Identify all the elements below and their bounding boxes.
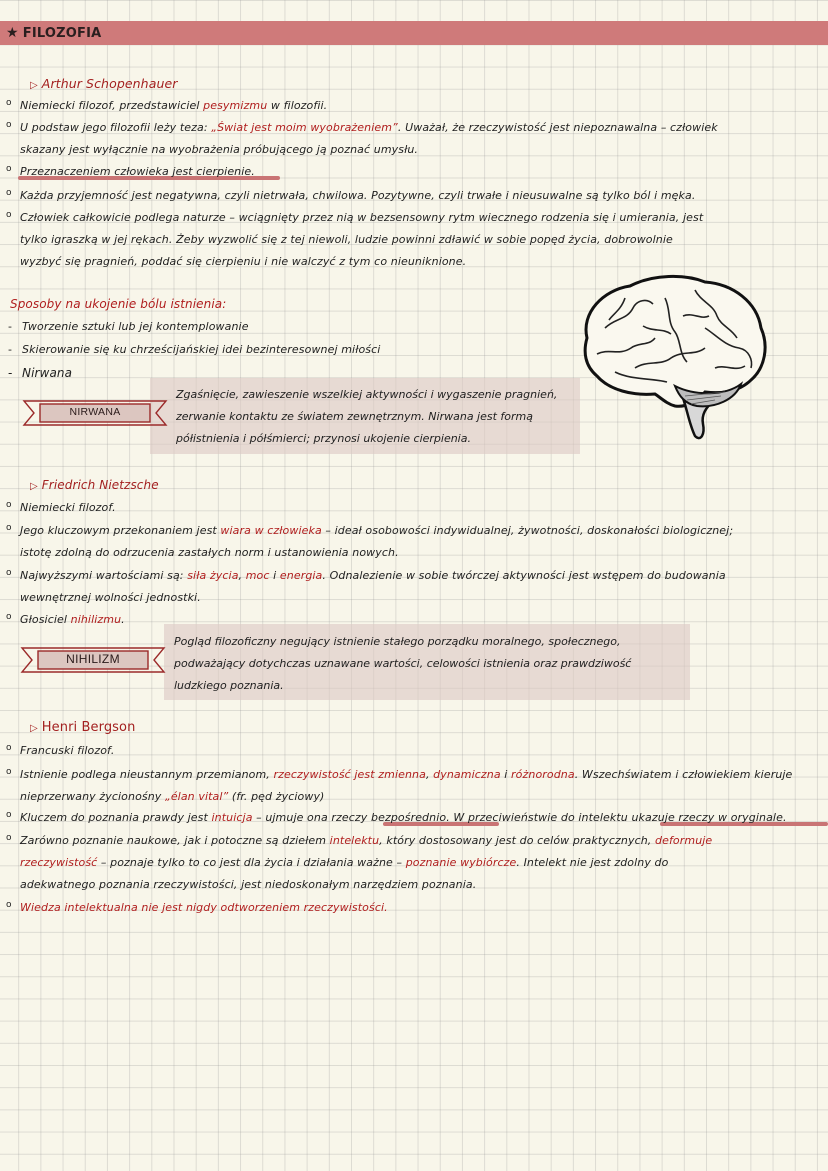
text: Francuski filozof. — [20, 744, 115, 757]
ribbon-nirwana — [22, 398, 168, 428]
heading-text: Friedrich Nietzsche — [41, 478, 159, 492]
text: nieprzerwany życionośny — [20, 790, 166, 803]
bergson-line-4 — [6, 807, 787, 829]
bullet-icon: o — [6, 120, 12, 130]
text: Najwyższymi wartościami są: — [20, 569, 188, 582]
bergson-line-1 — [6, 740, 114, 762]
title-bar — [0, 21, 828, 45]
definition-nirwana-2: zerwanie kontaktu ze światem zewnętrznym. Nirwana jest formą — [176, 410, 534, 423]
bullet-icon: o — [6, 767, 12, 777]
section-heading-schopenhauer — [30, 73, 178, 97]
text: Niemiecki filozof, przedstawiciel — [20, 99, 204, 112]
dash-icon: - — [8, 366, 13, 380]
page-title — [6, 25, 101, 41]
bullet-icon: o — [6, 743, 12, 753]
bergson-line-8 — [6, 897, 388, 919]
schopenhauer-line-6 — [6, 207, 703, 229]
text: Nirwana — [22, 366, 73, 380]
text: . Odnalezienie w sobie twórczej aktywności jest wstępem do budowania — [322, 569, 726, 582]
bullet-icon: o — [6, 612, 12, 622]
nietzsche-line-2 — [6, 520, 733, 542]
section-heading-bergson — [30, 717, 135, 740]
nietzsche-line-1 — [6, 497, 116, 519]
text: Głosiciel — [20, 613, 71, 626]
bullet-icon: o — [6, 833, 12, 843]
text: wewnętrznej wolności jednostki. — [20, 591, 201, 604]
highlight-text: deformuje — [655, 834, 713, 847]
text: . — [121, 613, 125, 626]
term-label: NIRWANA — [69, 406, 121, 418]
definition-nirwana-1: Zgaśnięcie, zawieszenie wszelkiej aktywności i wygaszenie pragnień, — [176, 388, 558, 401]
bullet-icon: o — [6, 164, 12, 174]
highlight-text: Wiedza intelektualna nie jest nigdy odtworzeniem rzeczywistości. — [20, 901, 388, 914]
triangle-icon: ▷ — [30, 481, 38, 492]
bullet-icon: o — [6, 523, 12, 533]
ribbon-nihilizm — [20, 645, 166, 675]
definition-nihilizm-1: Pogląd filozoficzny negujący istnienie stałego porządku moralnego, społecznego, — [174, 635, 621, 648]
text: U podstaw jego filozofii leży teza: — [20, 121, 212, 134]
text: Przeznaczeniem człowieka jest cierpienie. — [20, 165, 255, 178]
highlight-text: moc — [245, 569, 270, 582]
dash-icon: - — [8, 343, 13, 356]
triangle-icon: ▷ — [30, 723, 38, 734]
bullet-icon: o — [6, 188, 12, 198]
ways-item-2 — [8, 339, 380, 361]
definition-nihilizm-3: ludzkiego poznania. — [174, 679, 284, 692]
text: Jego kluczowym przekonaniem jest — [20, 524, 221, 537]
text: i — [269, 569, 280, 582]
bullet-icon: o — [6, 500, 12, 510]
schopenhauer-line-8 — [20, 251, 466, 273]
schopenhauer-line-3 — [20, 139, 418, 161]
highlight-text: energia — [279, 569, 323, 582]
highlight-text: poznanie wybiórcze — [405, 856, 517, 869]
text: . Uważał, że rzeczywistość jest niepoznawalna – człowiek — [397, 121, 718, 134]
text: w filozofii. — [267, 99, 328, 112]
ways-item-1 — [8, 316, 249, 338]
text: Niemiecki filozof. — [20, 501, 116, 514]
nietzsche-line-5 — [20, 587, 201, 609]
underlined-text: ukazuje rzeczy w oryginale. — [631, 811, 787, 824]
highlight-text: „Świat jest moim wyobrażeniem” — [211, 121, 398, 134]
text: i — [500, 768, 512, 781]
schopenhauer-line-4 — [6, 161, 255, 183]
schopenhauer-line-1 — [6, 95, 327, 117]
highlight-text: dynamiczna — [433, 768, 501, 781]
highlight-text: pesymizmu — [203, 99, 268, 112]
text: tylko igraszką w jej rękach. Żeby wyzwolić się z tej niewoli, ludzie powinni zdławić w sobie popęd życia, dobrowolnie — [20, 233, 673, 246]
text: adekwatnego poznania rzeczywistości, jest niedoskonałym narzędziem poznania. — [20, 878, 477, 891]
bullet-icon: o — [6, 210, 12, 220]
text: . W przeciwieństwie do intelektu — [446, 811, 632, 824]
bullet-icon: o — [6, 810, 12, 820]
text: , — [238, 569, 246, 582]
text: , który dostosowany jest do celów praktycznych, — [379, 834, 655, 847]
nietzsche-line-3 — [20, 542, 399, 564]
text: (fr. pęd życiowy) — [228, 790, 325, 803]
brain-icon — [575, 268, 775, 452]
highlight-text: wiara w człowieka — [220, 524, 322, 537]
definition-nirwana-3: półistnienia i półśmierci; przynosi ukojenie cierpienia. — [176, 432, 471, 445]
text: Tworzenie sztuki lub jej kontemplowanie — [22, 320, 249, 333]
text: . Intelekt nie jest zdolny do — [516, 856, 669, 869]
highlight-text: siła życia — [187, 569, 239, 582]
highlight-text: rzeczywistość jest zmienna — [273, 768, 426, 781]
triangle-icon: ▷ — [30, 80, 38, 91]
page-title-text: FILOZOFIA — [22, 26, 102, 41]
highlight-text: różnorodna — [511, 768, 575, 781]
text: Człowiek całkowicie podlega naturze – wciągnięty przez nią w bezsensowny rytm wiecznego rodzenia się i umierania, jest — [20, 211, 704, 224]
bullet-icon: o — [6, 568, 12, 578]
term-label: NIHILIZM — [66, 652, 120, 666]
text: . Wszechświatem i człowiekiem kieruje — [574, 768, 793, 781]
text: Skierowanie się ku chrześcijańskiej idei bezinteresownej miłości — [22, 343, 381, 356]
definition-nihilizm-2: podważający dotychczas uznawane wartości, celowości istnienia oraz prawdziwość — [174, 657, 632, 670]
bullet-icon: o — [6, 98, 12, 108]
bergson-line-7 — [20, 874, 476, 896]
schopenhauer-line-7 — [20, 229, 673, 251]
text: Kluczem do poznania prawdy jest — [20, 811, 212, 824]
highlight-text: intuicja — [211, 811, 253, 824]
bullet-icon: o — [6, 900, 12, 910]
bergson-line-2 — [6, 764, 792, 786]
text: – poznaje tylko to co jest dla życia i działania ważne – — [97, 856, 406, 869]
highlight-text: rzeczywistość — [20, 856, 98, 869]
text: Zarówno poznanie naukowe, jak i potoczne są dziełem — [20, 834, 330, 847]
highlight-text: nihilizmu — [70, 613, 122, 626]
text: Każda przyjemność jest negatywna, czyli nietrwała, chwilowa. Pozytywne, czyli trwałe i nieusuwalne są tylko ból i męka. — [20, 189, 696, 202]
bergson-line-5 — [6, 830, 712, 852]
heading-text: Henri Bergson — [41, 720, 136, 735]
bergson-line-6 — [20, 852, 668, 874]
underlined-text: bezpośrednio — [371, 811, 447, 824]
text: , — [425, 768, 434, 781]
text: istotę zdolną do odrzucenia zastałych norm i ustanowienia nowych. — [20, 546, 399, 559]
bergson-line-3 — [20, 786, 324, 808]
text: – ujmuje ona rzeczy — [252, 811, 371, 824]
text: skazany jest wyłącznie na wyobrażenia próbującego ją poznać umysłu. — [20, 143, 419, 156]
highlight-text: „élan vital” — [165, 790, 229, 803]
ways-item-3 — [8, 362, 72, 384]
nietzsche-line-4 — [6, 565, 726, 587]
star-icon: ★ — [6, 25, 19, 41]
schopenhauer-line-5 — [6, 185, 695, 207]
ways-heading: Sposoby na ukojenie bólu istnienia: — [10, 297, 227, 311]
heading-text: Arthur Schopenhauer — [41, 76, 178, 91]
text: wyzbyć się pragnień, poddać się cierpieniu i nie walczyć z tym co nieuniknione. — [20, 255, 467, 268]
text: – ideał osobowości indywidualnej, żywotności, doskonałości biologicznej; — [321, 524, 734, 537]
text: Istnienie podlega nieustannym przemianom, — [20, 768, 274, 781]
section-heading-nietzsche — [30, 474, 159, 498]
schopenhauer-line-2 — [6, 117, 718, 139]
nietzsche-line-6 — [6, 609, 125, 631]
highlight-text: intelektu — [329, 834, 380, 847]
dash-icon: - — [8, 320, 13, 333]
